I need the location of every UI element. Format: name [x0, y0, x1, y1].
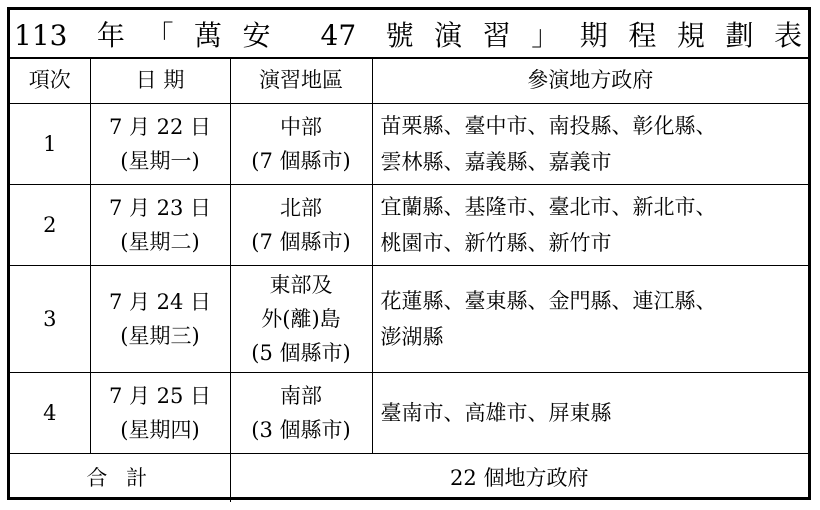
row-gov-line: 花蓮縣、臺東縣、金門縣、連江縣、: [380, 289, 717, 313]
header-item: 項次: [10, 57, 90, 104]
total-row: [10, 454, 808, 503]
row-region-name: 外(離)島: [261, 307, 341, 331]
row-date: [90, 104, 230, 185]
table-row: [10, 266, 808, 373]
row-date: [90, 373, 230, 454]
row-weekday: (星期二): [120, 230, 200, 254]
schedule-frame: [7, 7, 811, 500]
row-date: [90, 185, 230, 266]
table-title: 113 年「萬安 47 號演習」期程規劃表: [14, 18, 802, 52]
row-region: [230, 373, 372, 454]
row-gov-line: 苗栗縣、臺中市、南投縣、彰化縣、: [380, 114, 717, 138]
row-gov-line: 宜蘭縣、基隆市、臺北市、新北市、: [380, 195, 717, 219]
table-row: [10, 373, 808, 454]
total-label: 合 計: [10, 454, 230, 503]
table-row: [10, 104, 808, 185]
header-region: 演習地區: [230, 57, 372, 104]
row-date: [90, 266, 230, 373]
row-weekday: (星期四): [120, 418, 200, 442]
row-item: 4: [10, 373, 90, 454]
row-gov: [372, 266, 808, 373]
schedule-table: [10, 57, 808, 502]
header-date: 日 期: [90, 57, 230, 104]
row-date-line: 7 月 24 日: [108, 290, 212, 314]
row-region-name: 中部: [280, 115, 322, 139]
row-date-line: 7 月 25 日: [108, 384, 212, 408]
row-gov-line: 澎湖縣: [380, 325, 444, 349]
row-gov: [372, 104, 808, 185]
row-item: 2: [10, 185, 90, 266]
row-region: [230, 266, 372, 373]
total-value: 22 個地方政府: [230, 454, 808, 503]
row-region: [230, 104, 372, 185]
row-gov: [372, 185, 808, 266]
table-row: [10, 185, 808, 266]
row-item: 3: [10, 266, 90, 373]
table-title-bar: [10, 10, 808, 59]
row-weekday: (星期一): [120, 149, 200, 173]
header-gov: 參演地方政府: [372, 57, 808, 104]
row-region-count: (3 個縣市): [251, 418, 351, 442]
row-region-name: 南部: [280, 384, 322, 408]
row-region-count: (7 個縣市): [251, 230, 351, 254]
row-region: [230, 185, 372, 266]
row-region-name: 北部: [280, 196, 322, 220]
row-gov-line: 臺南市、高雄市、屏東縣: [380, 401, 612, 425]
row-region-count: (7 個縣市): [251, 149, 351, 173]
row-region-count: (5 個縣市): [251, 341, 351, 365]
header-row: [10, 57, 808, 104]
row-date-line: 7 月 23 日: [108, 196, 212, 220]
row-gov-line: 雲林縣、嘉義縣、嘉義市: [380, 150, 612, 174]
row-item: 1: [10, 104, 90, 185]
row-weekday: (星期三): [120, 324, 200, 348]
row-gov-line: 桃園市、新竹縣、新竹市: [380, 231, 612, 255]
row-gov: [372, 373, 808, 454]
row-region-name: 東部及: [269, 273, 333, 297]
row-date-line: 7 月 22 日: [108, 115, 212, 139]
